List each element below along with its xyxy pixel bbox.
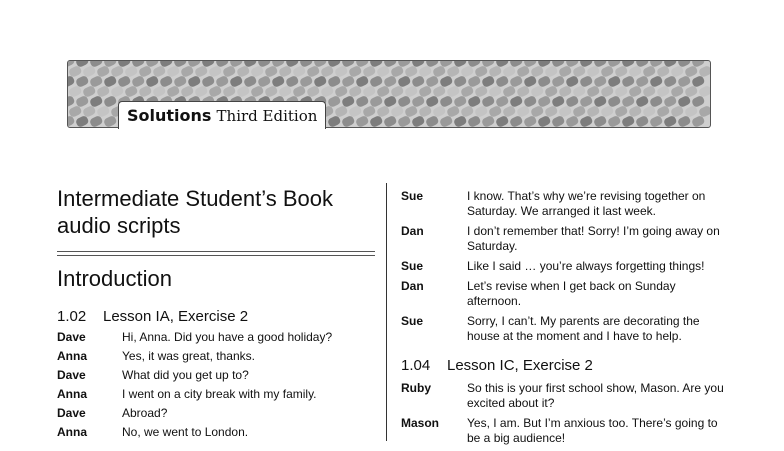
pattern-pill: [600, 65, 615, 78]
pattern-pill: [628, 85, 643, 98]
dialogue-line: [401, 416, 731, 446]
dialogue-line: [401, 381, 731, 411]
pattern-pill: [635, 95, 650, 108]
line-text: I don’t remember that! Sorry! I’m going away on Saturday.: [467, 224, 720, 253]
pattern-pill: [278, 65, 293, 78]
speaker: Sue: [401, 259, 424, 273]
pattern-pill: [110, 85, 125, 98]
pattern-pill: [362, 65, 377, 78]
pattern-pill: [68, 75, 76, 88]
pattern-pill: [355, 75, 370, 88]
pattern-pill: [628, 65, 643, 78]
speaker: Dave: [57, 406, 86, 420]
pattern-pill: [516, 85, 531, 98]
pattern-pill: [649, 75, 664, 88]
pattern-pill: [670, 85, 685, 98]
section-title: Introduction: [57, 266, 172, 291]
pattern-pill: [691, 75, 706, 88]
pattern-pill: [614, 65, 629, 78]
speaker: Sue: [401, 314, 424, 328]
dialogue-line: [57, 368, 375, 383]
pattern-pill: [376, 85, 391, 98]
pattern-pill: [530, 65, 545, 78]
pattern-pill: [313, 75, 328, 88]
speaker: Mason: [401, 416, 440, 430]
dialogue-line: [401, 279, 731, 309]
pattern-pill: [187, 75, 202, 88]
exercise-title: Lesson IA, Exercise 2: [103, 308, 249, 325]
pattern-pill: [502, 105, 517, 118]
pattern-pill: [320, 65, 335, 78]
pattern-pill: [614, 105, 629, 118]
pattern-pill: [453, 95, 468, 108]
pattern-pill: [362, 105, 377, 118]
pattern-pill: [558, 85, 573, 98]
pattern-pill: [271, 75, 286, 88]
pattern-pill: [397, 75, 412, 88]
pattern-pill: [439, 75, 454, 88]
pattern-pill: [180, 85, 195, 98]
pattern-pill: [607, 95, 622, 108]
pattern-pill: [544, 105, 559, 118]
pattern-pill: [565, 75, 580, 88]
pattern-pill: [341, 75, 356, 88]
pattern-pill: [96, 105, 111, 118]
pattern-pill: [495, 75, 510, 88]
pattern-pill: [404, 65, 419, 78]
dialogue-line: [401, 224, 731, 254]
pattern-pill: [432, 105, 447, 118]
speaker: Anna: [57, 425, 87, 439]
pattern-pill: [383, 75, 398, 88]
dialogue-line: [401, 259, 731, 274]
pattern-pill: [257, 75, 272, 88]
pattern-pill: [166, 85, 181, 98]
pattern-pill: [355, 95, 370, 108]
pattern-pill: [110, 65, 125, 78]
pattern-pill: [656, 105, 671, 118]
pattern-pill: [516, 105, 531, 118]
pattern-pill: [663, 95, 678, 108]
pattern-pill: [348, 105, 363, 118]
pattern-pill: [173, 75, 188, 88]
pattern-pill: [103, 75, 118, 88]
speaker: Anna: [57, 349, 87, 363]
pattern-pill: [152, 65, 167, 78]
pattern-pill: [656, 85, 671, 98]
pattern-pill: [523, 75, 538, 88]
line-text: So this is your first school show, Mason. Are you excited about it?: [467, 381, 724, 410]
pattern-pill: [607, 75, 622, 88]
dialogue-line: [401, 189, 731, 219]
pattern-pill: [222, 65, 237, 78]
brand-bold: Solutions: [127, 106, 212, 125]
pattern-pill: [376, 65, 391, 78]
pattern-pill: [75, 75, 90, 88]
speaker: Dave: [57, 330, 86, 344]
line-text: Let’s revise when I get back on Sunday afternoon.: [467, 279, 676, 308]
pattern-pill: [474, 85, 489, 98]
pattern-pill: [208, 85, 223, 98]
pattern-pill: [229, 75, 244, 88]
line-text: What did you get up to?: [122, 368, 249, 382]
pattern-pill: [579, 95, 594, 108]
line-text: No, we went to London.: [122, 425, 249, 439]
speaker: Anna: [57, 387, 87, 401]
brand-edition: Third Edition: [216, 107, 318, 125]
pattern-pill: [558, 105, 573, 118]
pattern-pill: [474, 105, 489, 118]
pattern-pill: [663, 75, 678, 88]
pattern-pill: [292, 65, 307, 78]
pattern-pill: [481, 75, 496, 88]
pattern-pill: [131, 75, 146, 88]
speaker: Ruby: [401, 381, 431, 395]
pattern-pill: [362, 85, 377, 98]
pattern-pill: [82, 65, 97, 78]
pattern-pill: [264, 65, 279, 78]
exercise-number: 1.02: [57, 308, 87, 325]
pattern-pill: [397, 95, 412, 108]
pattern-pill: [453, 75, 468, 88]
pattern-pill: [495, 95, 510, 108]
pattern-pill: [404, 105, 419, 118]
pattern-pill: [460, 85, 475, 98]
pattern-pill: [75, 95, 90, 108]
pattern-pill: [635, 75, 650, 88]
right-column: [401, 185, 731, 451]
pattern-pill: [299, 75, 314, 88]
pattern-pill: [327, 75, 342, 88]
pattern-pill: [656, 65, 671, 78]
pattern-pill: [551, 95, 566, 108]
pattern-pill: [138, 65, 153, 78]
pattern-pill: [369, 75, 384, 88]
pattern-pill: [670, 105, 685, 118]
pattern-pill: [446, 85, 461, 98]
pattern-pill: [68, 65, 83, 78]
dialogue-list: [57, 330, 375, 440]
brand-logo: [118, 101, 326, 129]
pattern-pill: [593, 95, 608, 108]
pattern-pill: [250, 85, 265, 98]
pattern-pill: [614, 85, 629, 98]
pattern-pill: [432, 65, 447, 78]
pattern-pill: [551, 75, 566, 88]
pattern-pill: [677, 75, 692, 88]
pattern-pill: [68, 85, 83, 98]
pattern-pill: [460, 65, 475, 78]
pattern-pill: [649, 95, 664, 108]
pattern-pill: [376, 105, 391, 118]
pattern-pill: [572, 65, 587, 78]
exercise-heading: [401, 357, 731, 375]
pattern-pill: [390, 65, 405, 78]
column-divider: [386, 183, 387, 441]
pattern-pill: [621, 75, 636, 88]
speaker: Sue: [401, 189, 424, 203]
dialogue-list: [401, 381, 731, 446]
pattern-pill: [684, 105, 699, 118]
pattern-pill: [586, 105, 601, 118]
pattern-pill: [600, 105, 615, 118]
pattern-pill: [670, 65, 685, 78]
pattern-pill: [488, 85, 503, 98]
pattern-pill: [537, 75, 552, 88]
dialogue-line: [57, 387, 375, 402]
pattern-pill: [418, 105, 433, 118]
pattern-pill: [579, 75, 594, 88]
pattern-pill: [327, 95, 342, 108]
pattern-pill: [460, 105, 475, 118]
pattern-pill: [390, 85, 405, 98]
pattern-pill: [418, 65, 433, 78]
pattern-pill: [565, 95, 580, 108]
pattern-pill: [348, 85, 363, 98]
pattern-pill: [180, 65, 195, 78]
pattern-pill: [572, 105, 587, 118]
pattern-pill: [530, 85, 545, 98]
pattern-pill: [621, 95, 636, 108]
document-title: Intermediate Student’s Book audio scripts: [57, 186, 333, 238]
pattern-pill: [96, 85, 111, 98]
pattern-pill: [684, 85, 699, 98]
pattern-pill: [698, 85, 710, 98]
pattern-pill: [537, 95, 552, 108]
pattern-pill: [488, 65, 503, 78]
pattern-pill: [306, 85, 321, 98]
pattern-pill: [488, 105, 503, 118]
pattern-pill: [474, 65, 489, 78]
pattern-pill: [103, 95, 118, 108]
pattern-pill: [201, 75, 216, 88]
dialogue-line: [57, 349, 375, 364]
pattern-pill: [691, 95, 706, 108]
pattern-pill: [306, 65, 321, 78]
dialogue-line: [401, 314, 731, 344]
pattern-pill: [439, 95, 454, 108]
pattern-pill: [166, 65, 181, 78]
pattern-pill: [586, 65, 601, 78]
exercise-title: Lesson IC, Exercise 2: [447, 357, 593, 374]
left-column: [57, 185, 375, 444]
pattern-pill: [82, 85, 97, 98]
line-text: I went on a city break with my family.: [122, 387, 317, 401]
pattern-pill: [502, 65, 517, 78]
pattern-pill: [509, 95, 524, 108]
pattern-pill: [544, 65, 559, 78]
pattern-pill: [278, 85, 293, 98]
exercise-heading: [57, 308, 375, 326]
pattern-pill: [411, 95, 426, 108]
pattern-pill: [698, 65, 710, 78]
pattern-pill: [523, 95, 538, 108]
line-text: I know. That’s why we’re revising together on Saturday. We arranged it last week.: [467, 189, 706, 218]
pattern-pill: [390, 105, 405, 118]
pattern-pill: [159, 75, 174, 88]
pattern-pill: [117, 75, 132, 88]
pattern-pill: [341, 95, 356, 108]
pattern-pill: [243, 75, 258, 88]
line-text: Yes, I am. But I’m anxious too. There’s going to be a big audience!: [467, 416, 718, 445]
pattern-pill: [558, 65, 573, 78]
pattern-pill: [334, 65, 349, 78]
pattern-pill: [334, 85, 349, 98]
speaker: Dave: [57, 368, 86, 382]
pattern-pill: [432, 85, 447, 98]
line-text: Like I said … you’re always forgetting things!: [467, 259, 705, 273]
pattern-pill: [82, 105, 97, 118]
pattern-pill: [516, 65, 531, 78]
pattern-pill: [425, 75, 440, 88]
pattern-pill: [600, 85, 615, 98]
pattern-pill: [194, 85, 209, 98]
dialogue-line: [57, 406, 375, 421]
pattern-pill: [509, 75, 524, 88]
pattern-pill: [152, 85, 167, 98]
pattern-pill: [586, 85, 601, 98]
pattern-pill: [89, 95, 104, 108]
pattern-pill: [593, 75, 608, 88]
pattern-pill: [215, 75, 230, 88]
title-rule: [57, 251, 375, 256]
pattern-pill: [68, 95, 76, 108]
pattern-pill: [642, 65, 657, 78]
pattern-pill: [684, 65, 699, 78]
pattern-pill: [222, 85, 237, 98]
pattern-pill: [698, 105, 710, 118]
pattern-pill: [145, 75, 160, 88]
pattern-pill: [320, 85, 335, 98]
pattern-pill: [89, 75, 104, 88]
pattern-pill: [369, 95, 384, 108]
pattern-pill: [124, 85, 139, 98]
pattern-pill: [544, 85, 559, 98]
pattern-pill: [481, 95, 496, 108]
pattern-pill: [292, 85, 307, 98]
pattern-pill: [502, 85, 517, 98]
pattern-pill: [194, 65, 209, 78]
pattern-pill: [236, 65, 251, 78]
pattern-pill: [138, 85, 153, 98]
line-text: Yes, it was great, thanks.: [122, 349, 255, 363]
dialogue-line: [57, 425, 375, 440]
exercise-number: 1.04: [401, 357, 431, 374]
pattern-pill: [348, 65, 363, 78]
pattern-pill: [208, 65, 223, 78]
speaker: Dan: [401, 279, 424, 293]
line-text: Abroad?: [122, 406, 168, 420]
pattern-pill: [628, 105, 643, 118]
dialogue-list: [401, 189, 731, 344]
pattern-pill: [677, 95, 692, 108]
pattern-pill: [446, 65, 461, 78]
dialogue-line: [57, 330, 375, 345]
pattern-pill: [285, 75, 300, 88]
pattern-pill: [383, 95, 398, 108]
pattern-pill: [572, 85, 587, 98]
pattern-pill: [642, 85, 657, 98]
pattern-pill: [334, 105, 349, 118]
pattern-pill: [250, 65, 265, 78]
pattern-pill: [530, 105, 545, 118]
speaker: Dan: [401, 224, 424, 238]
line-text: Sorry, I can’t. My parents are decorating the house at the moment and I have to help.: [467, 314, 700, 343]
pattern-pill: [264, 85, 279, 98]
pattern-pill: [411, 75, 426, 88]
pattern-pill: [467, 75, 482, 88]
pattern-pill: [418, 85, 433, 98]
pattern-pill: [404, 85, 419, 98]
pattern-pill: [446, 105, 461, 118]
pattern-pill: [124, 65, 139, 78]
pattern-pill: [96, 65, 111, 78]
pattern-pill: [236, 85, 251, 98]
pattern-pill: [425, 95, 440, 108]
line-text: Hi, Anna. Did you have a good holiday?: [122, 330, 333, 344]
pattern-pill: [467, 95, 482, 108]
pattern-pill: [642, 105, 657, 118]
pattern-pill: [68, 105, 83, 118]
